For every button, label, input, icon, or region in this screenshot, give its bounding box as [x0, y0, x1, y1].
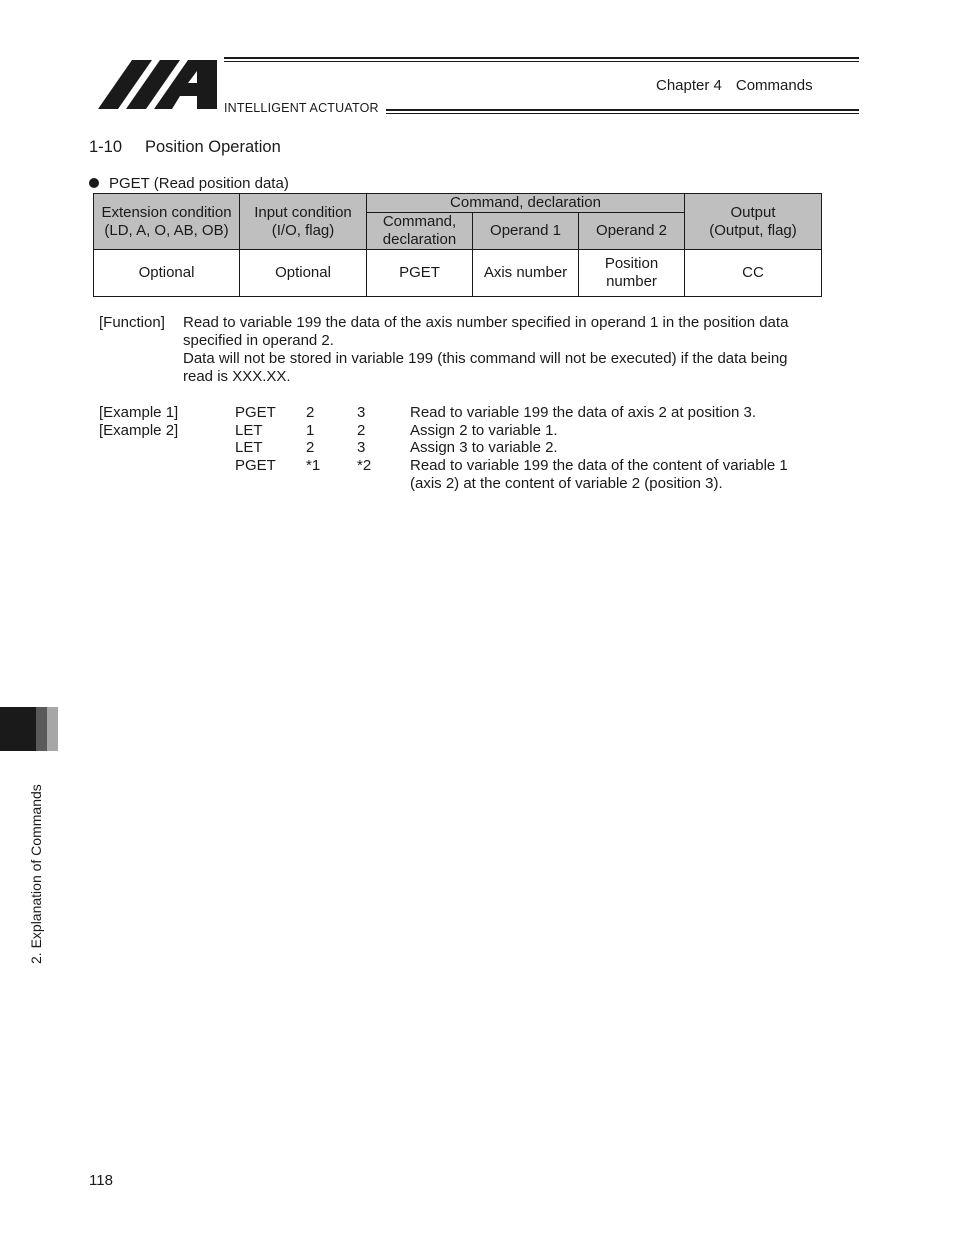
example-description: Read to variable 199 the data of the content of variable 1 — [410, 457, 788, 474]
chapter-tab-light — [47, 707, 58, 751]
chapter-tab-dark — [0, 707, 36, 751]
section-title: Position Operation — [145, 138, 281, 156]
example-operand1: 2 — [306, 439, 315, 456]
function-line: specified in operand 2. — [183, 332, 334, 349]
brand-name: INTELLIGENT ACTUATOR — [224, 101, 379, 115]
cell-output: CC — [685, 250, 822, 297]
example-description: Assign 2 to variable 1. — [410, 422, 558, 439]
chapter-tab-mid — [36, 707, 47, 751]
function-label: [Function] — [99, 314, 165, 331]
cell-operand1: Axis number — [473, 250, 579, 297]
example-description: Read to variable 199 the data of axis 2 at position 3. — [410, 404, 757, 421]
command-bullet-label: PGET (Read position data) — [109, 175, 289, 192]
example-command: LET — [235, 422, 263, 439]
header-rule-top-thin — [224, 61, 859, 62]
section-heading — [89, 138, 281, 157]
example-command: LET — [235, 439, 263, 456]
example-operand2: 3 — [357, 404, 366, 421]
function-line: Read to variable 199 the data of the axis number specified in operand 1 in the position data — [183, 314, 789, 331]
chapter-title: Commands — [735, 77, 813, 94]
chapter-number: Chapter 4 — [656, 77, 722, 94]
section-number: 1-10 — [89, 138, 123, 156]
example-description: Assign 3 to variable 2. — [410, 439, 558, 456]
header-extension-condition: Extension condition (LD, A, O, AB, OB) — [94, 194, 240, 250]
header-rule-bottom — [386, 109, 859, 111]
header-rule-top — [224, 57, 859, 59]
header-operand1: Operand 1 — [473, 213, 579, 250]
function-line: Data will not be stored in variable 199 (this command will not be executed) if the data being — [183, 350, 788, 367]
side-chapter-label: 2. Explanation of Commands — [28, 784, 44, 964]
header-operand2: Operand 2 — [579, 213, 685, 250]
example-operand1: 1 — [306, 422, 315, 439]
function-line: read is XXX.XX. — [183, 368, 291, 385]
example-operand2: *2 — [357, 457, 372, 474]
header-command-declaration: Command, declaration — [367, 213, 473, 250]
example-command: PGET — [235, 457, 276, 474]
command-bullet — [89, 175, 289, 192]
header-rule-bottom-thin — [386, 113, 859, 114]
header-input-condition: Input condition (I/O, flag) — [240, 194, 367, 250]
function-description — [183, 314, 823, 386]
example-operand1: *1 — [306, 457, 321, 474]
cell-input-condition: Optional — [240, 250, 367, 297]
cell-extension-condition: Optional — [94, 250, 240, 297]
example-operand2: 3 — [357, 439, 366, 456]
example-command: PGET — [235, 404, 276, 421]
page-number: 118 — [89, 1172, 113, 1189]
iai-logo — [96, 58, 220, 111]
header-command-group: Command, declaration — [367, 194, 685, 213]
example-operand1: 2 — [306, 404, 315, 421]
example-label: [Example 1] — [99, 404, 179, 421]
cell-operand2: Position number — [579, 250, 685, 297]
command-spec-table — [93, 193, 822, 297]
header-output: Output (Output, flag) — [685, 194, 822, 250]
example-description: (axis 2) at the content of variable 2 (position 3). — [410, 475, 723, 492]
example-operand2: 2 — [357, 422, 366, 439]
chapter-heading — [656, 77, 813, 94]
example-label: [Example 2] — [99, 422, 179, 439]
cell-command: PGET — [367, 250, 473, 297]
bullet-icon — [89, 178, 99, 188]
